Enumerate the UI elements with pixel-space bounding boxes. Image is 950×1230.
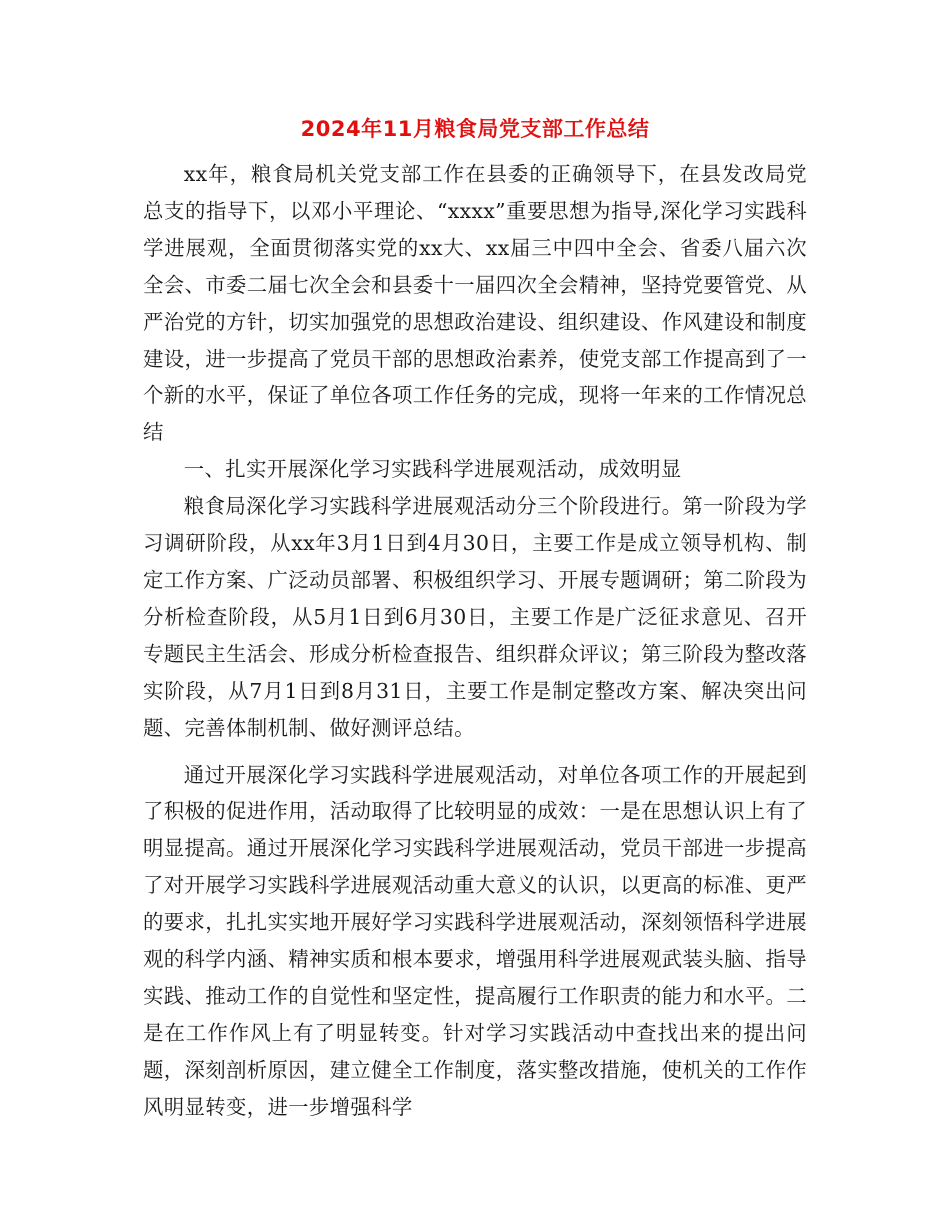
intro-paragraph: xx年，粮食局机关党支部工作在县委的正确领导下，在县发改局党总支的指导下，以邓小平理论、“xxxx”重要思想为指导,深化学习实践科学进展观，全面贯彻落实党的xx大、xx届三中四中全会、省委八届六次全会、市委二届七次全会和县委十一届四次全会精神，坚持党要管党、从严治党的方针，切实加强党的思想政治建设、组织建设、作风建设和制度建设，进一步提高了党员干部的思想政治素养，使党支部工作提高到了一个新的水平，保证了单位各项工作任务的完成，现将一年来的工作情况总结 [143, 162, 807, 445]
document-body [143, 156, 807, 1126]
activity-results-paragraph: 通过开展深化学习实践科学进展观活动，对单位各项工作的开展起到了积极的促进作用，活动取得了比较明显的成效：一是在思想认识上有了明显提高。通过开展深化学习实践科学进展观活动，党员干部进一步提高了对开展学习实践科学进展观活动重大意义的认识，以更高的标准、更严的要求，扎扎实实地开展好学习实践科学进展观活动，深刻领悟科学进展观的科学内涵、精神实质和根本要求，增强用科学进展观武装头脑、指导实践、推动工作的自觉性和坚定性，提高履行工作职责的能力和水平。二是在工作作风上有了明显转变。针对学习实践活动中查找出来的提出问题，深刻剖析原因，建立健全工作制度，落实整改措施，使机关的工作作风明显转变，进一步增强科学 [143, 762, 807, 1119]
activity-stages-paragraph: 粮食局深化学习实践科学进展观活动分三个阶段进行。第一阶段为学习调研阶段，从xx年3月1日到4月30日，主要工作是成立领导机构、制定工作方案、广泛动员部署、积极组织学习、开展专题调研；第二阶段为分析检查阶段，从5月1日到6月30日，主要工作是广泛征求意见、召开专题民主生活会、形成分析检查报告、组织群众评议；第三阶段为整改落实阶段，从7月1日到8月31日，主要工作是制定整改方案、解决突出问题、完善体制机制、做好测评总结。 [143, 494, 807, 740]
document-title: 2024年11月粮食局党支部工作总结 [300, 117, 650, 141]
section-heading-1: 一、扎实开展深化学习实践科学进展观活动，成效明显 [183, 457, 682, 482]
